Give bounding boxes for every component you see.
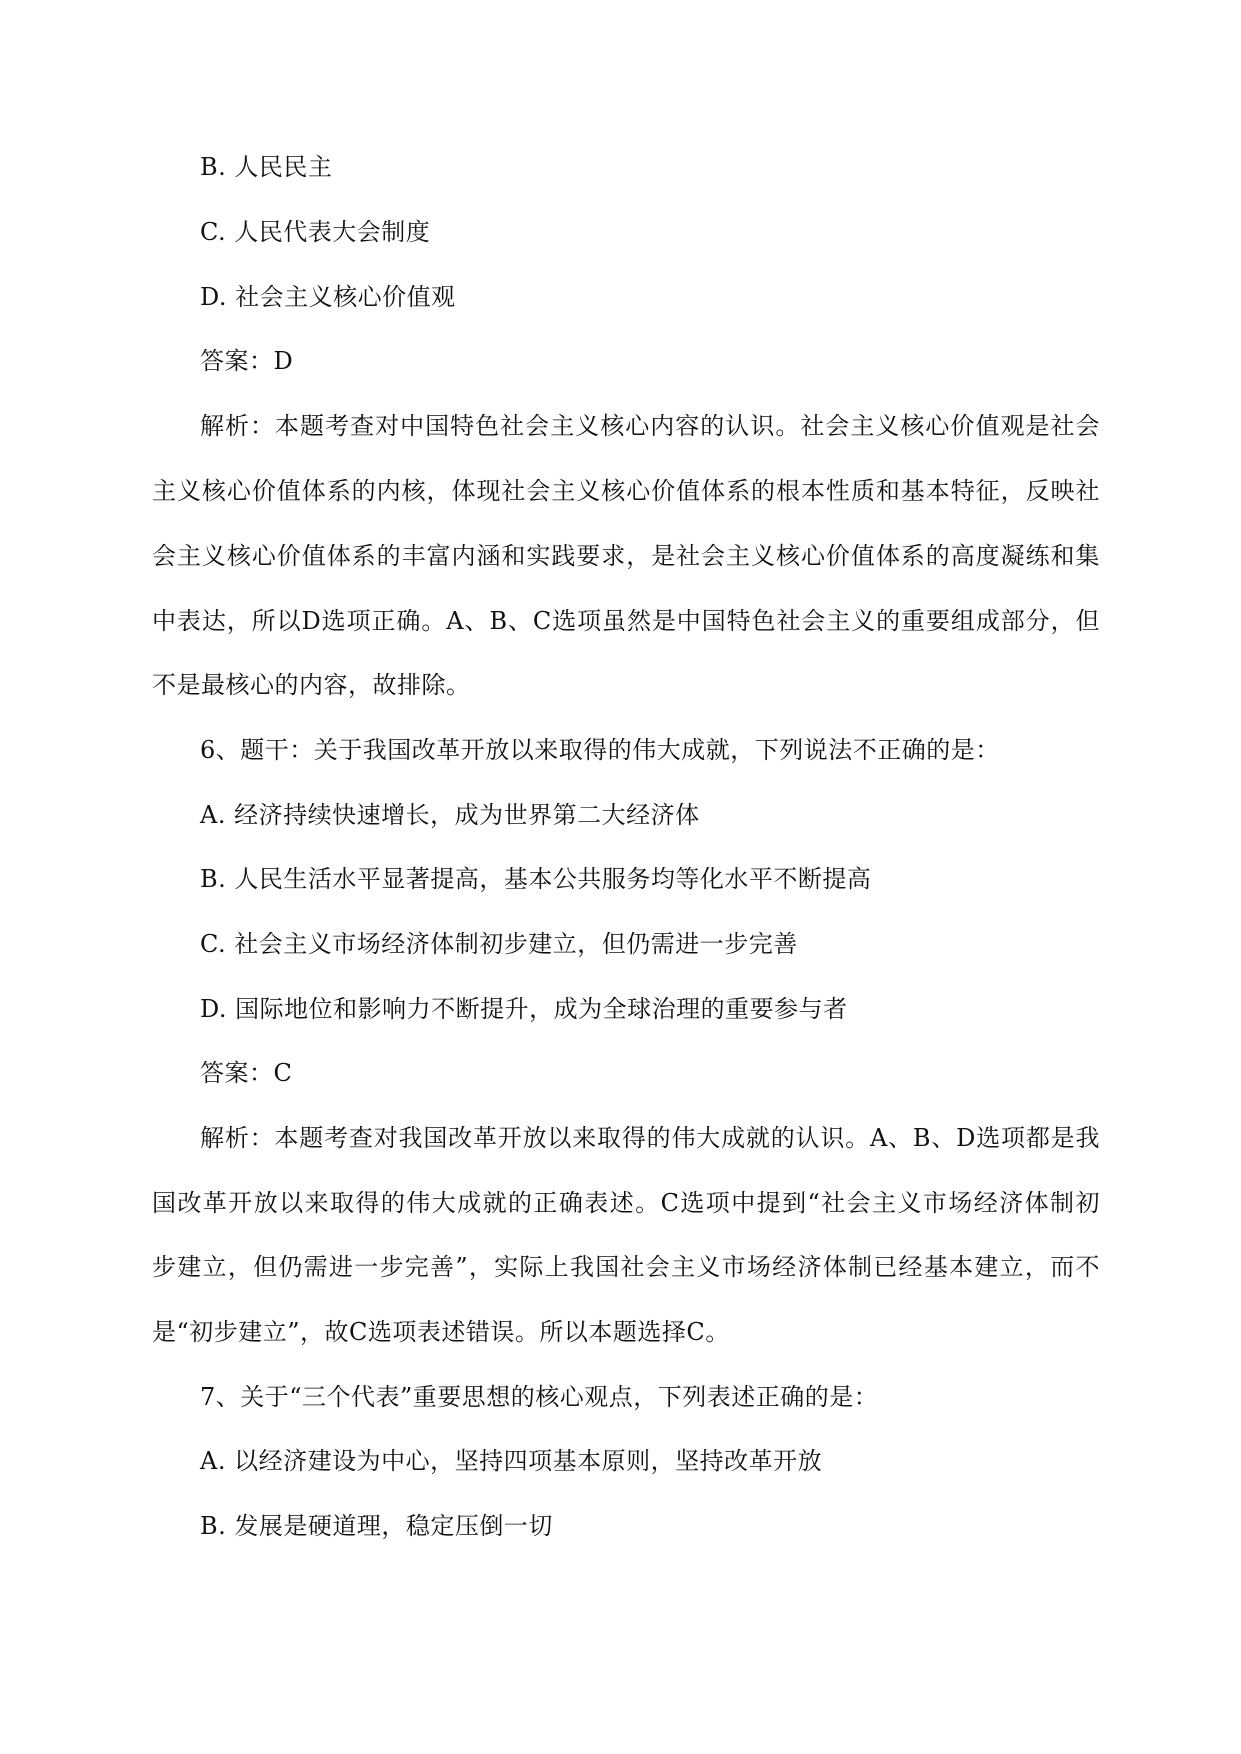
option-d-q6: D. 国际地位和影响力不断提升，成为全球治理的重要参与者	[200, 995, 848, 1023]
explanation-q5-line-5: 不是最核心的内容，故排除。	[152, 671, 471, 699]
option-a-q6: A. 经济持续快速增长，成为世界第二大经济体	[200, 801, 700, 829]
explanation-q5-line-4: 中表达，所以D选项正确。A、B、C选项虽然是中国特色社会主义的重要组成部分，但	[152, 607, 1100, 635]
explanation-q5-line-1: 解析：本题考查对中国特色社会主义核心内容的认识。社会主义核心价值观是社会	[200, 412, 1100, 440]
explanation-q5-line-2: 主义核心价值体系的内核，体现社会主义核心价值体系的根本性质和基本特征，反映社	[152, 477, 1100, 505]
explanation-q6-line-3: 步建立，但仍需进一步完善”，实际上我国社会主义市场经济体制已经基本建立，而不	[152, 1253, 1100, 1281]
answer-q6: 答案：C	[200, 1059, 293, 1087]
answer-q5: 答案：D	[200, 347, 294, 375]
question-6-stem: 6、题干：关于我国改革开放以来取得的伟大成就，下列说法不正确的是：	[200, 736, 1000, 764]
option-b-q6: B. 人民生活水平显著提高，基本公共服务均等化水平不断提高	[200, 865, 872, 893]
option-d-q5: D. 社会主义核心价值观	[200, 283, 456, 311]
explanation-q6-line-1: 解析：本题考查对我国改革开放以来取得的伟大成就的认识。A、B、D选项都是我	[200, 1124, 1100, 1152]
explanation-q6-line-2: 国改革开放以来取得的伟大成就的正确表述。C选项中提到“社会主义市场经济体制初	[152, 1189, 1100, 1217]
option-b-q5: B. 人民民主	[200, 153, 333, 181]
question-7-stem: 7、关于“三个代表”重要思想的核心观点，下列表述正确的是：	[200, 1383, 879, 1411]
option-a-q7: A. 以经济建设为中心，坚持四项基本原则，坚持改革开放	[200, 1447, 823, 1475]
explanation-q6-line-4: 是“初步建立”，故C选项表述错误。所以本题选择C。	[152, 1318, 730, 1346]
option-b-q7: B. 发展是硬道理，稳定压倒一切	[200, 1512, 553, 1540]
option-c-q6: C. 社会主义市场经济体制初步建立，但仍需进一步完善	[200, 930, 798, 958]
option-c-q5: C. 人民代表大会制度	[200, 218, 431, 246]
explanation-q5-line-3: 会主义核心价值体系的丰富内涵和实践要求，是社会主义核心价值体系的高度凝练和集	[152, 542, 1100, 570]
